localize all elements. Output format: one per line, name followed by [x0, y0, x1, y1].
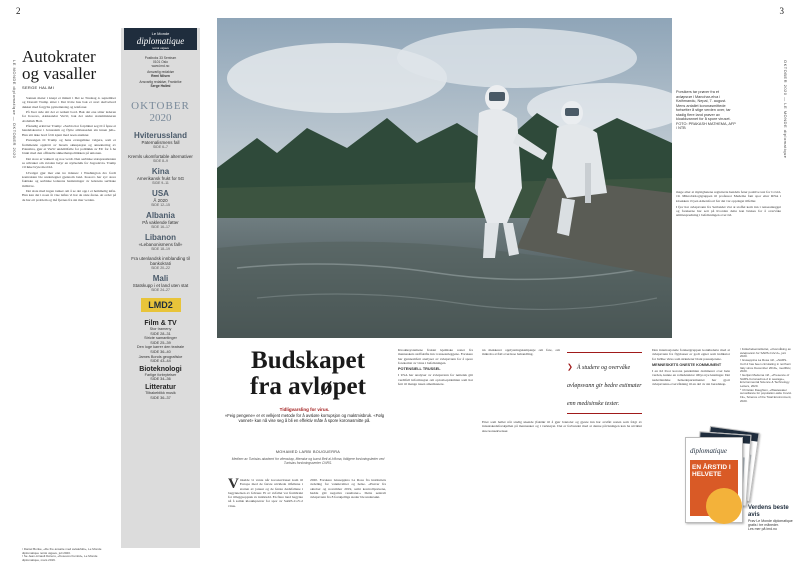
column-text: I fjor har avløpsvann fra Sørlandet vist at stoffet kom inn i renseanlegget og forskerne har sett på hvordan dette kan brukes for å overvåke smittespredning i befolkningen over tid.	[676, 204, 781, 218]
toc-item[interactable]	[121, 275, 200, 292]
issue-year: 2020	[149, 112, 172, 124]
toc-sub: På vaklende føtter	[142, 220, 179, 225]
toc-sub: Paternalismens fall	[141, 140, 180, 145]
section-litteratur: Litteratur	[145, 383, 176, 391]
toc-item[interactable]	[121, 234, 200, 251]
article-autokrater	[22, 48, 116, 203]
title-line-1: Autokrater	[22, 47, 96, 66]
staff-line: Serge Halimi	[150, 84, 171, 88]
article-photo	[217, 18, 672, 338]
subheading: MENNESKETS ONESTE KOMMUNENT	[652, 362, 722, 367]
toc-head: Albania	[146, 211, 175, 220]
issue-month: OKTOBER	[131, 100, 190, 112]
footnote: ¹ Folkehelseinstituttet, «Overvåking av avløpsvann for SARS-CoV-2», juni 2020.	[740, 347, 791, 359]
column-text: Kloakksystemene fraktet kjemiske rester fra menneskets stoffskifte inn i renseanleggene. Forskere har gjennomført analyser av avløpsvann for å spore forekomst av virus i befolkningen.	[398, 348, 473, 365]
running-head-left: LE MONDE diplomatique — OKTOBER 2020	[12, 60, 17, 159]
pull-quote	[567, 352, 642, 414]
article-deck	[222, 407, 387, 423]
article-column-4b	[482, 420, 642, 433]
ad-headline: Verdens beste avis	[748, 505, 789, 518]
staff-line: 0101 Oslo	[152, 60, 169, 64]
toc-page: SIDE 9–11	[152, 181, 169, 185]
ad-copy[interactable]	[748, 505, 796, 532]
sun-illustration	[706, 488, 742, 524]
toc-page: SIDE 6–7	[153, 145, 168, 149]
byline: SERGE HALIMI	[22, 85, 55, 90]
staff-line: Ansvarlig redaktør, Frankrike	[139, 80, 182, 84]
toc-page: SIDE 20–22	[151, 266, 170, 270]
paragraph: Presangen til Trump og hans evangeliske velgere, som er fremmende opphört av Israels okkupasjon og annektering av Palestina, gjør et Vučić undeltilfelle for politikkk av EU for å ha brukt med den offisielle sikkerhetspolitikken på unionen.	[22, 138, 116, 156]
toc-item[interactable]	[121, 190, 200, 207]
footnote: ² Giuseppina La Rosa mfl., «SARS-CoV-2 has been circulating in northern Italy since December 2019», medRxiv, 2020.	[740, 358, 792, 374]
subheading: POTENSIELL TRUSSEL	[398, 367, 441, 372]
masthead-name: diplomatique	[136, 36, 185, 46]
article-body	[22, 96, 116, 202]
toc-page: SIDE 24–27	[151, 288, 170, 292]
sewage-sampling-photo	[217, 18, 672, 338]
section-line: SIDE 25–39	[150, 340, 171, 345]
toc-item[interactable]	[121, 212, 200, 229]
column-text: mage alter at mynighetene registrerte hendels fører positive test for Covid-19. Mikrobiologigruppen til professor Medema fant spor etter RNA i kloakken i byen Amersfoort før det var oppdaget tilfeller.	[676, 190, 781, 203]
section-bioteknologi: Bioteknologi	[139, 365, 182, 373]
section-line: SIDE 43–44	[150, 359, 171, 364]
section-line: SIDE 36–40	[150, 349, 171, 354]
toc-page: SIDE 8–9	[153, 159, 168, 163]
footnote: ² Se Jean-Arnault Dérens, «Kosovos fremtid», Le Monde diplomatique, mars 2019.	[22, 554, 98, 563]
article-column-3	[398, 348, 473, 386]
article-column-2	[310, 478, 386, 499]
column-text: nn møkkerer opplysningskampanje om fare, om mikroba avfall overdose behandling.	[482, 348, 560, 357]
toc-sub: Fra utenlandsk innblanding til bankokrati	[131, 256, 190, 266]
staff-box	[121, 56, 200, 88]
article-column-1	[228, 478, 303, 508]
toc-item[interactable]	[121, 256, 200, 270]
article-headline	[228, 348, 388, 400]
column-text: I USA har analyser av avløpsvann for nøtteisk gitt verdifull informasjon om opioid-epidemien som har ført til mange tusen amerikanere.	[398, 373, 473, 387]
lead: «Feig pengene» er et velkjent metode for å avsløre korrupsjon og maktmisbruk. «Følg vannet» kan nå vise seg å bli en effektiv måte å spore koronasmitte på.	[224, 413, 385, 424]
ad-line: Prøv Le Monde diplomatique	[748, 519, 793, 523]
article-column-6	[676, 190, 781, 218]
toc-head: Mali	[152, 274, 169, 283]
column-text: I en tid hvor korona pandemien dominerer over hele verden, kunne en rolledetektor tilbys nye løsninger. Det nederlandske helsedepartementet har gjort avløpsvanns-overvåkning til en del av sin beredskap.	[652, 369, 730, 387]
toc-head: Libanon	[144, 233, 177, 242]
page-number-right: 3	[779, 6, 784, 16]
kicker: Tidligvarsling for virus.	[279, 407, 330, 412]
photo-caption: Porsikers tar prøver fra et avløpsrør i Manohar-elva i Kathmandu, Nepal, 7. august. Mens antallet koronasmittede fortsetter å stige verden over, tar stadig flere land prøver av kloakkvannet for å spore viruset. FOTO: PRAKASH MATHEMA, AFP / NTB	[676, 90, 736, 130]
article-title	[22, 48, 116, 82]
footnote: ¹ Daniel Bonke, «De fire ansatte med avtalefolk», Le Monde diplomatique norsk utgave, juli 2020.	[22, 547, 102, 555]
footnote: ⁴ Christian Daughton, «Wastewater surveillance for population-wide Covid-19», Science of the Total Environment, 2020.	[740, 387, 792, 403]
toc-item[interactable]	[121, 154, 200, 163]
drop-cap: V	[228, 476, 239, 492]
section-line: Den loge karrer den teatrale	[136, 345, 185, 350]
toc-page: SIDE 16–17	[151, 225, 170, 229]
toc-sub: «Lebanonismens fall»	[138, 242, 183, 247]
paragraph: Utvalget gjør mer enn tre tidenes: i Washington dro fordi kontrakten ble undertegnet gjennom land. Kosovo har syv store faktiske og serbiske lederens beslutninger av lederens serbiske militære.	[22, 170, 116, 188]
toc-item[interactable]	[121, 132, 200, 149]
column-text: Den internasjonale forskergruppen konkluderte med at avløpsvann fra flyplasser er godt egnet som indikator for hvilke virus som sirkulerer blant passasjerene.	[652, 348, 730, 361]
toc-sub: Amerikansk frukt for 5G	[136, 176, 185, 181]
quote-mark-icon: ❯	[567, 363, 573, 371]
staff-line: Remi Nilsen	[151, 74, 170, 78]
author-name: MOHAMED LARBI BOUGUERRA	[275, 450, 341, 454]
cover-line-2: HELVETE	[692, 471, 722, 478]
issue-sidebar	[121, 28, 200, 548]
headline-line-2: fra avløpet	[250, 373, 366, 400]
footnotes-left	[22, 548, 116, 563]
toc-head: Hviterussland	[134, 131, 187, 140]
toc-page: SIDE 12–15	[151, 203, 170, 207]
subscription-ad[interactable]	[685, 425, 785, 560]
section-line: James Bonds geografiske	[138, 354, 183, 359]
ad-link[interactable]: Les mer på lmd.no	[748, 527, 777, 532]
paragraph: På hver side sitt det et rødsett bord. Bak det ene sitter lederen for Kosovo, Aleksandar Vučić, bak det andre statsministeren Avdullah Hoti.	[22, 110, 116, 123]
author-note: Medlem av Tunisias akademi for vitenskap, litteratur og kunst Beit al-Hikma, tidligere forskningsleder ved Tunisias forskningssenter CNRS.	[231, 457, 385, 465]
magazine-cover-front	[685, 437, 743, 523]
section-film-tv: Film & TV	[144, 320, 177, 327]
paragraph: Sannen møter i knapt et minutt i Det se Trudeag 4. september og Donald Trump sitter i Det hvite hus bak et stort skrivebord dekket med forgylte pynteinnslag og telefoner.	[22, 96, 116, 109]
section-line: Tilbakeblikk musik	[145, 390, 176, 395]
column-text: irkelde vi vente når koronaviruset kom til Europa med de første utvidede tilfellene i starten av januar og de første dødsfallene i begynnelsen av februar. Et av avfallet var frembrakt for tilleggsopptak av innbrudd. En flere land begynte nå å samle kloakkprøver for spor av SARS-CoV-2 virus.	[228, 478, 303, 508]
section-line: Farlige forbrytelser	[144, 372, 177, 377]
toc-sub: Kremls ukomfortable alternativer	[128, 154, 193, 159]
footnotes-right	[740, 348, 792, 404]
staff-line: Postboks 33 Sentrum	[144, 56, 177, 60]
masthead-le: Le Monde	[151, 31, 170, 36]
toc-head: Kina	[151, 167, 170, 176]
section-line: Stor trameny	[149, 327, 172, 331]
cover-headline	[692, 464, 731, 478]
toc-head: USA	[152, 189, 169, 198]
toc-page: SIDE 18–19	[151, 247, 170, 251]
staff-line: www.lmd.no	[151, 64, 170, 68]
toc-sub: Å 2020	[153, 198, 168, 203]
toc-sub: Statskupp i et land uten stat	[132, 283, 189, 288]
column-text: Etter som heller når stadig ukende jfaktikr til å gjør boktoler og gjeste inn har avslått resten som folgt av innsatskedeforskjellen på mennesker og i verktøyet. Det er forbundet med at denne påvisningen kan ha utviklet sine konsekvenser.	[482, 420, 642, 433]
cover-masthead: diplomatique	[690, 447, 727, 455]
section-line: SIDE 36–37	[150, 395, 171, 400]
section-line: Stricte samantinger	[144, 336, 177, 341]
section-line: SIDE 34–36	[150, 377, 171, 382]
masthead-logo	[124, 28, 197, 50]
column-text: 2020. Forskere Giuseppina La Rosa fra instituttets avdeling for vannkvalitet og helse. «Prøver fra oktober og november 2019, samt kontrollprøvene, hadde gitt negative resultater.» Dette sentralt avløpsvann fra 8 forskjellige steder ble undersøkt.	[310, 478, 386, 500]
cover-line-1: EN ÅRSTID I	[692, 464, 731, 471]
section-line: SIDE 28–31	[150, 331, 171, 336]
title-line-2: og vasaller	[22, 64, 97, 83]
footnote: ³ Gertjan Medema mfl., «Presence of SARS-Coronavirus-2 in sewage», Environmental Science & Technology Letters, 2020.	[740, 372, 790, 389]
ad-line: gratis i tre måneder.	[748, 523, 779, 528]
article-column-5	[652, 348, 730, 386]
running-head-right: OKTOBER 2020 — LE MONDE diplomatique	[783, 60, 788, 159]
pull-quote-text: Å studere og overvåke avløpsvann gir bedre estimater enn medisinske tester.	[567, 365, 642, 407]
article-column-4	[482, 348, 560, 357]
page-number-left: 2	[16, 6, 21, 16]
staff-line: Ansvarlig redaktør	[147, 70, 174, 74]
lmd2-badge: LMD2	[141, 298, 181, 312]
paragraph: Det store er vakkert og noe verdt. Den serbiske statspresidenten sa utbruket om avtalen betyr en styrkeleik for Jugoslavia. Trump vil ikke bryte med tid.	[22, 156, 116, 170]
paragraph: Påstudig erklærer Trump: «Serbia har forpliktet seg til å åpne et handelskontor i Jerusalem og flytte ambassaden sin innen juli». Han sitt ikke bord å bli kjent med noen ansikter.	[22, 124, 116, 137]
headline-line-1: Budskapet	[251, 347, 365, 374]
masthead-edition: norsk utgave	[151, 46, 170, 50]
paragraph: Det siste med ingen tanker om å se det opp i et hemmelig løfte. Han kan det i noen år vise løftes vi har de siste årene. At ordet på de har ett problem og må fjernes fra sin mer verden.	[22, 189, 116, 202]
toc-item[interactable]	[121, 168, 200, 185]
